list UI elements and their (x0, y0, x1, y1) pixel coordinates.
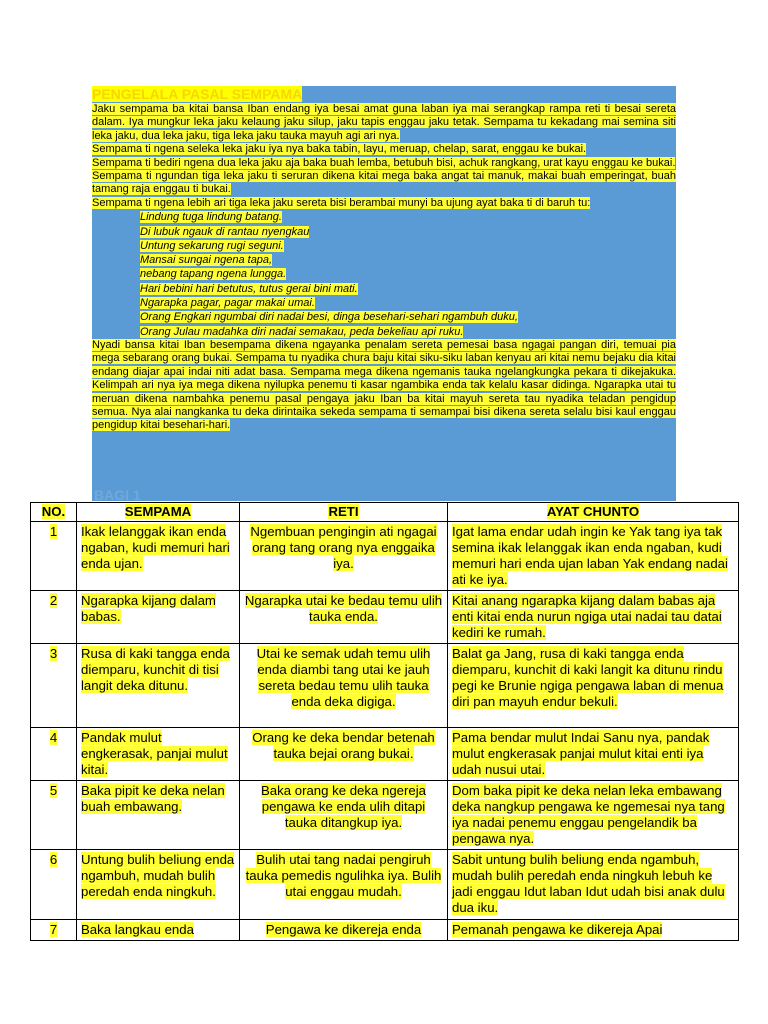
cell-no (31, 644, 77, 728)
intro-section (92, 86, 676, 501)
cell-sempama-text: Rusa di kaki tangga enda diemparu, kunchit di tisi langit deka ditunu. (81, 646, 230, 693)
poem-line (140, 296, 676, 310)
intro-paragraph-text: Sempama ti ngundan tiga leka jaku ti seruran dikena kitai mega baka angat tai manuk, makai buah emperingat, buah tamang raja enggau ti bukai. (92, 170, 676, 196)
cell-reti (240, 850, 448, 920)
cell-ayat-text: Dom baka pipit ke deka nelan leka embawang deka nangkup pengawa ke ngemesai nya tang iya nadai penemu enggau pengelandik ba pengawa nya. (452, 783, 725, 846)
header-sempama-text: SEMPAMA (124, 504, 192, 519)
cell-sempama-text: Ikak lelanggak ikan enda ngaban, kudi memuri hari enda ujan. (81, 524, 230, 571)
cell-reti-text: Ngembuan pengingin ati ngagai orang tang orang nya enggaika iya. (250, 524, 437, 571)
intro-paragraph (92, 170, 676, 197)
poem-line-text: Hari bebini hari betutus, tutus gerai bini mati. (140, 282, 358, 295)
cell-sempama (77, 920, 240, 941)
cell-reti (240, 920, 448, 941)
section-label: BAGI 1 (94, 487, 141, 503)
cell-sempama-text: Untung bulih beliung enda ngambuh, mudah bulih peredah enda ningkuh. (81, 852, 235, 899)
cell-sempama (77, 728, 240, 781)
table-row (31, 591, 739, 644)
poem-line-text: Di lubuk ngauk di rantau nyengkau (140, 225, 310, 238)
cell-no (31, 920, 77, 941)
table-row (31, 920, 739, 941)
poem-line (140, 210, 676, 224)
cell-no (31, 591, 77, 644)
poem-line-text: Ngarapka pagar, pagar makai umai. (140, 297, 315, 310)
cell-reti (240, 728, 448, 781)
intro-paragraph-text: Sempama ti ngena lebih ari tiga leka jaku sereta bisi berambai munyi ba ujung ayat baka ti di baruh tu: (92, 196, 591, 209)
cell-ayat-text: Igat lama endar udah ingin ke Yak tang iya tak semina ikak lelanggak ikan enda ngaban, kudi memuri hari enda ujan laban Yak endang nadai ati ke iya. (452, 524, 728, 587)
cell-reti-text: Orang ke deka bendar betenah tauka bejai orang bukai. (252, 730, 435, 761)
intro-paragraph (92, 197, 676, 210)
poem-line-text: nebang tapang ngena lungga. (140, 268, 287, 281)
cell-ayat-text: Kitai anang ngarapka kijang dalam babas aja enti kitai enda nurun ngiga utai nadai tau datai kediri ke rumah. (452, 593, 722, 640)
intro-title (92, 86, 302, 102)
cell-sempama (77, 850, 240, 920)
cell-sempama-text: Baka pipit ke deka nelan buah embawang. (81, 783, 225, 814)
cell-reti (240, 522, 448, 591)
sempama-table (30, 502, 739, 941)
intro-paragraph (92, 103, 676, 143)
cell-ayat-text: Balat ga Jang, rusa di kaki tangga enda diemparu, kunchit di kaki langit ka ditunu rindu pegi ke Brunie ngiga pengawa laban di menua diri pan mayuh endur bekuli. (452, 646, 724, 709)
header-sempama (77, 503, 240, 522)
poem-line-text: Orang Julau madahka diri nadai semakau, peda bekeliau api ruku. (140, 325, 464, 338)
cell-sempama (77, 644, 240, 728)
poem-line-text: Lindung tuga lindung batang. (140, 211, 282, 224)
cell-no-text: 4 (49, 730, 58, 745)
closing-paragraph (92, 339, 676, 433)
cell-ayat-text: Pama bendar mulut Indai Sanu nya, pandak mulut engkerasak panjai mulut kitai enti iya udah nusui utai. (452, 730, 710, 777)
header-ayat-text: AYAT CHUNTO (546, 504, 640, 519)
cell-sempama-text: Baka langkau enda (81, 922, 194, 937)
intro-paragraph (92, 157, 676, 170)
poem-line (140, 225, 676, 239)
cell-ayat (448, 644, 739, 728)
cell-ayat (448, 920, 739, 941)
cell-sempama (77, 591, 240, 644)
poem-line-text: Untung sekarung rugi seguni. (140, 239, 284, 252)
header-no (31, 503, 77, 522)
poem-line (140, 253, 676, 267)
header-ayat-chunto (448, 503, 739, 522)
cell-sempama-text: Pandak mulut engkerasak, panjai mulut kitai. (81, 730, 228, 777)
table-row (31, 644, 739, 728)
cell-ayat (448, 591, 739, 644)
cell-no (31, 781, 77, 850)
poem-line (140, 325, 676, 339)
cell-reti-text: Pengawa ke dikereja enda (265, 922, 422, 937)
cell-ayat (448, 781, 739, 850)
cell-no (31, 850, 77, 920)
cell-reti-text: Baka orang ke deka ngereja pengawa ke enda ulih ditapi tauka ditangkup iya. (261, 783, 426, 830)
cell-ayat (448, 728, 739, 781)
intro-title-line (92, 86, 676, 103)
cell-no (31, 728, 77, 781)
cell-no-text: 7 (49, 922, 58, 937)
cell-no-text: 5 (49, 783, 58, 798)
header-reti-text: RETI (328, 504, 359, 519)
header-no-text: NO. (41, 504, 66, 519)
table-header-row (31, 503, 739, 522)
cell-no-text: 2 (49, 593, 58, 608)
cell-ayat-text: Pemanah pengawa ke dikereja Apai (452, 922, 663, 937)
table-row (31, 728, 739, 781)
cell-no-text: 6 (49, 852, 58, 867)
intro-paragraph (92, 143, 676, 156)
poem-line (140, 310, 676, 324)
poem-line-text: Orang Engkari ngumbai diri nadai besi, dinga besehari-sehari ngambuh duku, (140, 311, 518, 324)
cell-no (31, 522, 77, 591)
cell-reti (240, 781, 448, 850)
cell-reti (240, 591, 448, 644)
cell-sempama (77, 522, 240, 591)
cell-no-text: 3 (49, 646, 58, 661)
table-row (31, 781, 739, 850)
poem-line (140, 282, 676, 296)
cell-sempama-text: Ngarapka kijang dalam babas. (81, 593, 216, 624)
poem-block (140, 210, 676, 339)
intro-paragraph-text: Sempama ti bediri ngena dua leka jaku aja baka buah lemba, betubuh bisi, achuk rangkang, urat kayu enggau ke bukai. (92, 156, 676, 169)
table-row (31, 522, 739, 591)
intro-paragraph-text: Sempama ti ngena seleka leka jaku iya nya baka tabin, layu, meruap, chelap, sarat, enggau ke bukai. (92, 143, 587, 156)
cell-ayat-text: Sabit untung bulih beliung enda ngambuh, mudah bulih peredah enda ningkuh lebuh ke jadi enggau Idut laban Idut udah bisi anak dulu dua iku. (452, 852, 725, 915)
cell-reti-text: Bulih utai tang nadai pengiruh tauka pemedis ngulihka iya. Bulih utai enggau mudah. (245, 852, 442, 899)
cell-sempama (77, 781, 240, 850)
poem-line-text: Mansai sungai ngena tapa, (140, 254, 273, 267)
poem-line (140, 239, 676, 253)
cell-ayat (448, 522, 739, 591)
closing-paragraph-text: Nyadi bansa kitai Iban besempama dikena ngayanka penalam sereta pemesai basa ngagai pangan diri, temuai pia mega sebarang orang bukai. Sempama tu nyadika chura baju kitai siku-siku laban kenyau ari kitai nemu bejaku dia kitai endang diajar apai indai niti adat basa. Sempama mega dikena ngemanis tauka ngelangkungka pekara ti dikejakuka. Kelimpah ari nya iya mega dikena nyilupka penemu ti kasar ngambika enda tak kelalu kasar didinga. Ngarapka utai tu meruan dikena nambahka penemu pasal pengaya jaku Iban ba kitai mayuh sereta tau nyadika teladan pengidup semua. Nya alai nangkanka tu deka dirintaika sekeda sempama ti semampai bisi dikena sereta selalu bisi kaul enggau pengidup kitai besehari-hari. (92, 338, 676, 432)
intro-paragraph-text: Jaku sempama ba kitai bansa Iban endang iya besai amat guna laban iya mai serangkap rampa reti ti besai sereta dalam. Iya mungkur leka jaku kelaung jaku silup, jaku tapis enggau jaku tetak. Sempama tu kekadang mai semina siti leka jaku, dua leka jaku, tiga leka jaku tauka mayuh agi ari nya. (92, 103, 676, 142)
table-row (31, 850, 739, 920)
cell-reti-text: Ngarapka utai ke bedau temu ulih tauka enda. (244, 593, 443, 624)
intro-title-text: PENGELALA PASAL SEMPAMA (92, 86, 303, 102)
header-reti (240, 503, 448, 522)
cell-reti-text: Utai ke semak udah temu ulih enda diambi tang utai ke jauh sereta bedau temu ulih tauka enda deka digiga. (256, 646, 431, 709)
cell-reti (240, 644, 448, 728)
cell-ayat (448, 850, 739, 920)
cell-no-text: 1 (49, 524, 58, 539)
poem-line (140, 267, 676, 281)
